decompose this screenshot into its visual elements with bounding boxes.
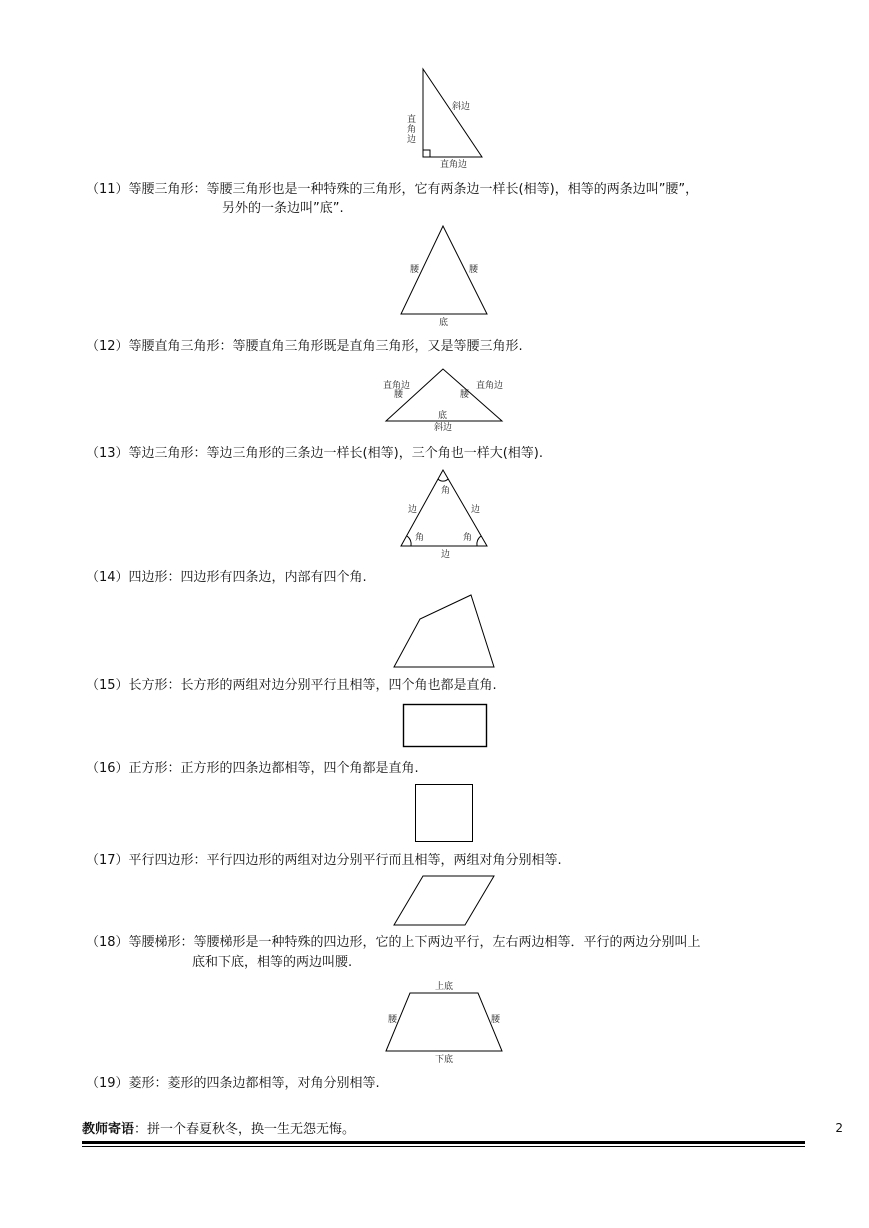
item-11-text: 等腰三角形：等腰三角形也是一种特殊的三角形，它有两条边一样长(相等)，相等的两条边叫”腰”， bbox=[128, 182, 699, 197]
isosceles-right-triangle-figure bbox=[380, 362, 510, 434]
item-12-text: 等腰直角三角形：等腰直角三角形既是直角三角形，又是等腰三角形. bbox=[128, 339, 523, 354]
item-18-number: （18） bbox=[86, 935, 129, 950]
item-16-number: （16） bbox=[86, 761, 129, 776]
item-13-line bbox=[86, 445, 543, 463]
item-18-line2: 底和下底，相等的两边叫腰. bbox=[192, 955, 353, 970]
left-side-label: 边 bbox=[408, 505, 418, 515]
item-14-line bbox=[86, 569, 367, 587]
item-17-text: 平行四边形：平行四边形的两组对边分别平行而且相等，两组对角分别相等. bbox=[128, 853, 562, 868]
hypotenuse-outer-label: 斜边 bbox=[434, 423, 453, 433]
quadrilateral-figure bbox=[390, 590, 500, 672]
right-side-label: 边 bbox=[471, 505, 481, 515]
item-13-number: （13） bbox=[86, 446, 129, 461]
page-number: 2 bbox=[835, 1121, 843, 1135]
left-leg-label: 腰 bbox=[388, 1015, 398, 1025]
footer-rule-thick bbox=[82, 1141, 805, 1144]
left-angle-label: 角 bbox=[415, 533, 425, 543]
item-11-line1 bbox=[86, 181, 698, 199]
base-inner-label: 底 bbox=[438, 411, 448, 421]
right-leg-outer-label: 直角边 bbox=[476, 381, 504, 391]
right-leg-inner-label: 腰 bbox=[460, 390, 470, 400]
top-angle-label: 角 bbox=[441, 486, 451, 496]
item-17-number: （17） bbox=[86, 853, 129, 868]
item-19-text: 菱形：菱形的四条边都相等，对角分别相等. bbox=[128, 1076, 380, 1091]
item-16-text: 正方形：正方形的四条边都相等，四个角都是直角. bbox=[128, 761, 419, 776]
hypotenuse-label: 斜边 bbox=[452, 102, 471, 112]
item-16-line bbox=[86, 760, 419, 778]
footer-quote: 拼一个春夏秋冬，换一生无怨无悔。 bbox=[147, 1122, 356, 1137]
item-14-text: 四边形：四边形有四条边，内部有四个角. bbox=[128, 570, 367, 585]
base-leg-label: 直角边 bbox=[440, 160, 468, 170]
base-side-label: 边 bbox=[441, 550, 451, 560]
item-11-line2: 另外的一条边叫”底”. bbox=[222, 201, 344, 216]
isosceles-triangle-figure bbox=[395, 222, 495, 330]
isosceles-left-leg-label: 腰 bbox=[410, 265, 420, 275]
item-12-line bbox=[86, 338, 523, 356]
item-15-number: （15） bbox=[86, 678, 129, 693]
isosceles-right-leg-label: 腰 bbox=[469, 265, 479, 275]
item-18-line1 bbox=[86, 934, 701, 952]
right-angle-label: 角 bbox=[463, 533, 473, 543]
item-14-number: （14） bbox=[86, 570, 129, 585]
item-15-line bbox=[86, 677, 497, 695]
trapezoid-figure bbox=[380, 978, 510, 1066]
leg-label: 直角边 bbox=[405, 114, 415, 144]
right-triangle-figure bbox=[400, 64, 500, 174]
footer-colon: ： bbox=[134, 1122, 148, 1137]
parallelogram-figure bbox=[390, 872, 498, 930]
item-19-line bbox=[86, 1075, 380, 1093]
footer-motto bbox=[82, 1121, 355, 1139]
item-13-text: 等边三角形：等边三角形的三条边一样长(相等)，三个角也一样大(相等). bbox=[128, 446, 543, 461]
left-leg-inner-label: 腰 bbox=[394, 390, 404, 400]
top-base-label: 上底 bbox=[435, 982, 454, 992]
right-leg-label: 腰 bbox=[491, 1015, 501, 1025]
item-11-number: （11） bbox=[86, 182, 129, 197]
item-15-text: 长方形：长方形的两组对边分别平行且相等，四个角也都是直角. bbox=[128, 678, 497, 693]
bottom-base-label: 下底 bbox=[435, 1055, 454, 1065]
item-18-text: 等腰梯形：等腰梯形是一种特殊的四边形，它的上下两边平行，左右两边相等．平行的两边分别叫上 bbox=[128, 935, 701, 950]
footer-label: 教师寄语 bbox=[82, 1122, 135, 1137]
item-17-line bbox=[86, 852, 562, 870]
rectangle-figure bbox=[400, 702, 490, 750]
item-12-number: （12） bbox=[86, 339, 129, 354]
equilateral-triangle-figure bbox=[395, 466, 495, 562]
left-leg-outer-label: 直角边 bbox=[383, 381, 411, 391]
item-19-number: （19） bbox=[86, 1076, 129, 1091]
square-figure bbox=[413, 782, 477, 844]
isosceles-base-label: 底 bbox=[439, 318, 449, 328]
footer-rule-thin bbox=[82, 1146, 805, 1147]
